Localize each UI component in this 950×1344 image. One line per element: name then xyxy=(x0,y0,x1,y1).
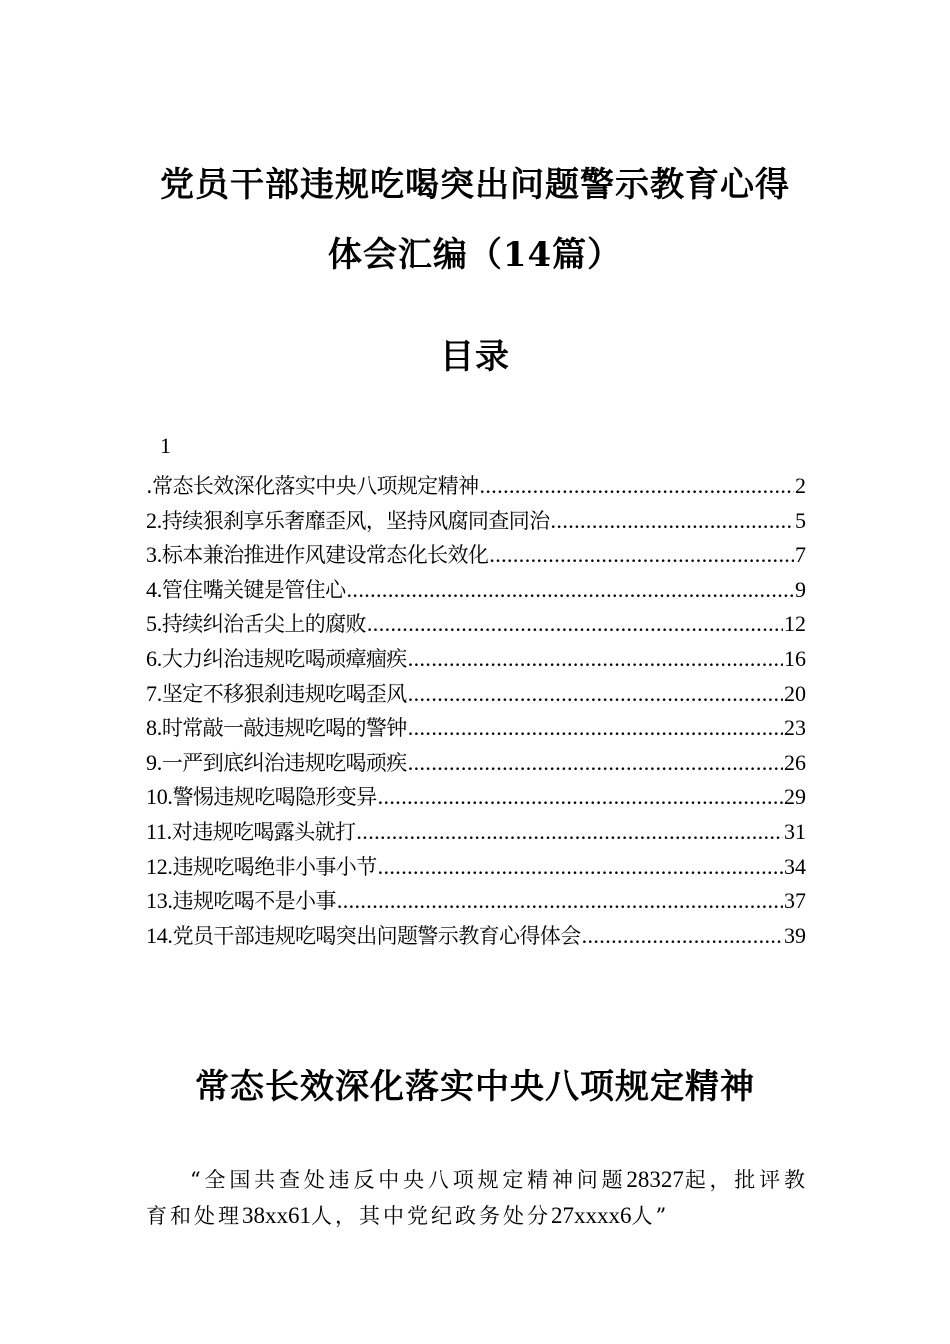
toc-entry[interactable] xyxy=(146,470,806,505)
toc-entry-number: 6. xyxy=(146,645,162,671)
toc-entry-number: 14. xyxy=(146,922,173,948)
toc-dot-leader xyxy=(479,473,794,499)
toc-entry-number: 13. xyxy=(146,888,173,914)
toc-entry-label: 对违规吃喝露头就打 xyxy=(171,819,356,844)
section-title: 常态长效深化落实中央八项规定精神 xyxy=(195,1067,755,1107)
toc-entry-page: 20 xyxy=(784,680,806,706)
toc-entry-label: 警惕违规吃喝隐形变异 xyxy=(172,785,377,810)
toc-leading-number: 1 xyxy=(160,433,171,458)
toc-entry-number: 9. xyxy=(146,749,162,775)
toc-entry-page: 16 xyxy=(784,645,806,671)
toc-dot-leader xyxy=(378,784,783,810)
toc-entry-page: 2 xyxy=(795,473,806,498)
toc-entry-label: 坚定不移狠刹违规吃喝歪风 xyxy=(161,681,407,706)
paragraph-number: 27xxxx6 xyxy=(551,1203,632,1228)
toc-entry-page: 39 xyxy=(784,922,806,948)
toc-dot-leader xyxy=(408,750,783,776)
toc-entry-number: 12. xyxy=(146,853,173,879)
toc-entry-page: 37 xyxy=(784,888,806,914)
toc-dot-leader xyxy=(551,508,794,534)
document-title-line-1: 党员干部违规吃喝突出问题警示教育心得 xyxy=(160,165,790,205)
toc-entry-number: 7. xyxy=(146,680,162,706)
toc-entry-label: 违规吃喝绝非小事小节 xyxy=(172,854,377,879)
toc-entry[interactable] xyxy=(146,885,806,920)
toc-entry[interactable] xyxy=(146,781,806,816)
toc-dot-leader xyxy=(337,888,783,914)
body-paragraph xyxy=(146,1162,808,1234)
toc-entry-number: 4. xyxy=(146,576,162,602)
toc-dot-leader xyxy=(408,681,783,707)
toc-entry-page: 31 xyxy=(784,818,806,844)
toc-dot-leader xyxy=(356,819,783,845)
toc-entry-number: 3. xyxy=(146,542,162,568)
toc-dot-leader xyxy=(489,542,794,568)
toc-dot-leader xyxy=(378,854,783,880)
toc-dot-leader xyxy=(367,611,783,637)
toc-entry-number: 10. xyxy=(146,784,173,810)
toc-dot-leader xyxy=(408,715,783,741)
toc-entry[interactable] xyxy=(146,678,806,713)
toc-entry-number: 11. xyxy=(146,818,172,844)
toc-entry[interactable] xyxy=(146,574,806,609)
toc-entry-label: .常态长效深化落实中央八项规定精神 xyxy=(146,474,479,498)
toc-entry[interactable] xyxy=(146,608,806,643)
toc-dot-leader xyxy=(347,577,794,603)
paragraph-number: 28327 xyxy=(626,1167,684,1192)
toc-entry-label: 管住嘴关键是管住心 xyxy=(161,577,346,602)
toc-entry[interactable] xyxy=(146,505,806,540)
paragraph-text: 起，批评教育和处理 xyxy=(146,1168,809,1228)
toc-entry-label: 持续纠治舌尖上的腐败 xyxy=(161,612,366,637)
toc-dot-leader xyxy=(408,646,783,672)
toc-entry-label: 党员干部违规吃喝突出问题警示教育心得体会 xyxy=(172,923,581,948)
toc-heading: 目录 xyxy=(440,337,510,377)
toc-entry-number: 5. xyxy=(146,611,162,637)
toc-entry-page: 12 xyxy=(784,611,806,637)
paragraph-text: “全国共查处违反中央八项规定精神问题 xyxy=(190,1168,627,1192)
toc-entry-page: 34 xyxy=(784,853,806,879)
toc-entry[interactable] xyxy=(146,643,806,678)
toc-entry[interactable] xyxy=(146,816,806,851)
toc-entry-label: 持续狠刹享乐奢靡歪风，坚持风腐同查同治 xyxy=(161,508,550,533)
toc-entry-label: 违规吃喝不是小事 xyxy=(172,889,336,914)
toc-dot-leader xyxy=(582,923,783,949)
toc-entry-number: 8. xyxy=(146,715,162,741)
toc-entry-page: 5 xyxy=(795,507,806,533)
toc-entry-page: 23 xyxy=(784,715,806,741)
toc-entry-page: 9 xyxy=(795,576,806,602)
toc-entry[interactable] xyxy=(146,920,806,955)
toc-entry-label: 标本兼治推进作风建设常态化长效化 xyxy=(161,543,489,568)
toc-entry-label: 大力纠治违规吃喝顽瘴痼疾 xyxy=(161,646,407,671)
toc-entry[interactable] xyxy=(146,747,806,782)
toc-entry-page: 7 xyxy=(795,542,806,568)
paragraph-text: 人” xyxy=(631,1204,670,1228)
paragraph-text: 人，其中党纪政务处分 xyxy=(311,1204,551,1228)
toc-entry-label: 时常敲一敲违规吃喝的警钟 xyxy=(161,716,407,741)
toc-entry[interactable] xyxy=(146,851,806,886)
toc-entry-page: 26 xyxy=(784,749,806,775)
toc-entry-number: 2. xyxy=(146,507,162,533)
paragraph-number: 38xx61 xyxy=(242,1203,311,1228)
document-title-line-2: 体会汇编（14篇） xyxy=(327,235,623,275)
toc-entry[interactable] xyxy=(146,712,806,747)
toc-entry[interactable] xyxy=(146,539,806,574)
table-of-contents xyxy=(146,470,806,954)
toc-entry-page: 29 xyxy=(784,784,806,810)
toc-entry-label: 一严到底纠治违规吃喝顽疾 xyxy=(161,750,407,775)
